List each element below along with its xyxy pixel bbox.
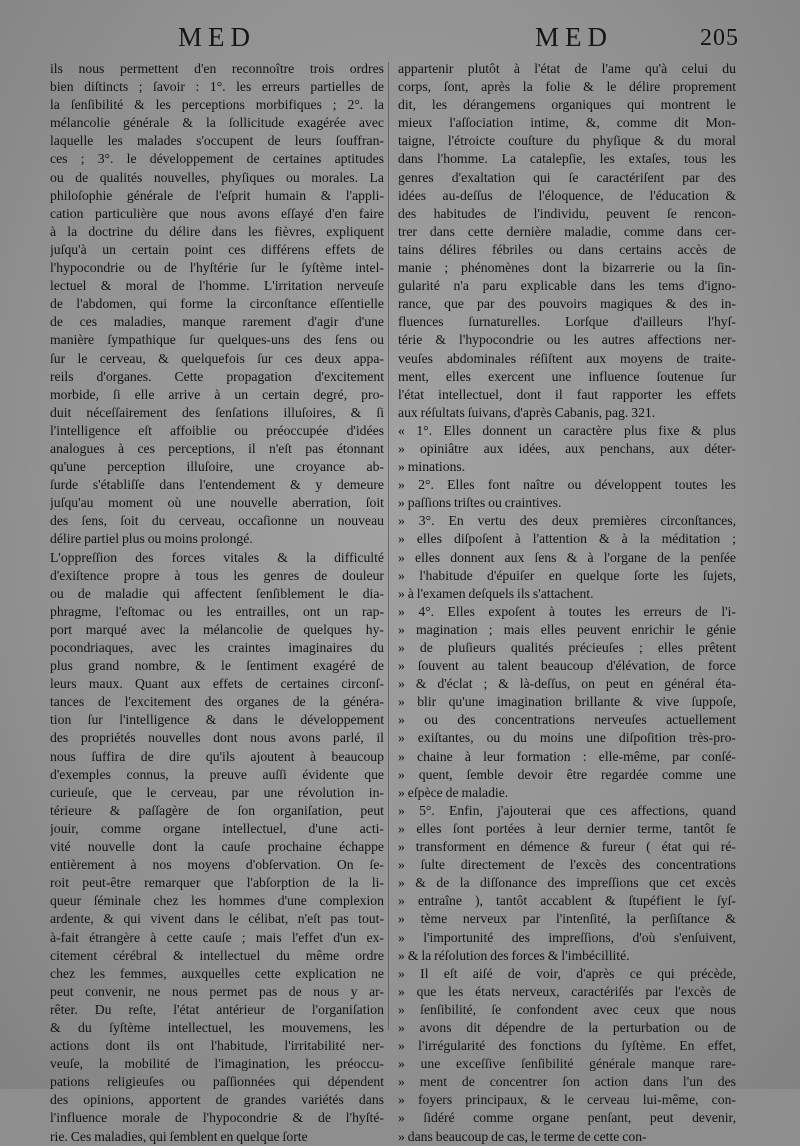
text-line: qu'une perception illuſoire, une croyance ab- (50, 459, 384, 475)
text-line: & du ſyſtème intellectuel, les mouvemens, les (50, 1019, 384, 1035)
text-line: roit peut-être remarquer que l'abſorption de la li- (50, 875, 384, 891)
text-line: actions dont ils ont l'habitude, l'irritabilité ner- (50, 1038, 384, 1054)
running-head-left: MED (178, 22, 256, 52)
text-line: trer dans cette dernière maladie, comme dans cer- (398, 223, 736, 239)
text-line: ſur le cerveau, & quelquefois ſur ces deux appa- (50, 350, 384, 366)
text-line: reils d'organes. Cette propagation d'excitement (50, 368, 384, 384)
text-line: » chaine à leur formation : elle-même, par conſé- (398, 748, 736, 764)
text-line: l'intelligence eſt affoiblie ou préoccupée d'idées (50, 422, 384, 438)
text-line: » dans beaucoup de cas, le terme de cette con- (398, 1128, 647, 1144)
text-line: » entraîne ), tantôt accablent & ſtupéfient le ſyſ- (398, 893, 736, 909)
text-line: genres d'exaltation qui ſe caractériſent par des (398, 169, 736, 185)
text-line: » ou des concentrations nerveuſes actuellement (398, 712, 736, 728)
text-line: dans l'homme. La catalepſie, les extaſes, tous les (398, 151, 736, 167)
text-line: » l'importunité des impreſſions, d'où s'enſuivent, (398, 929, 736, 945)
text-line: » eſpèce de maladie. (398, 784, 509, 800)
text-line: » & d'éclat ; & là-deſſus, on peut en général éta- (398, 676, 736, 692)
text-line: port marqué avec la mélancolie de quelques hy- (50, 621, 384, 637)
page-number: 205 (700, 25, 739, 51)
text-line: » magination ; mais elles peuvent enrichir le génie (398, 621, 736, 637)
text-line: » ſidéré comme organe penſant, peut devenir, (398, 1110, 736, 1126)
text-line: » l'habitude d'épuiſer en quelque ſorte les ſujets, (398, 567, 736, 583)
left-text-column (50, 60, 384, 1146)
text-line: appartenir plutôt à l'état de l'ame qu'à celui du (398, 61, 736, 76)
text-line: » elles diſpoſent à l'attention & à la méditation ; (398, 531, 736, 547)
text-line: » que les états nerveux, caractériſés par l'excès de (398, 983, 736, 999)
text-line: bien diſtincts ; ſavoir : 1°. les erreurs partielles de (50, 79, 384, 95)
text-line: veuſes abdominales réſiſtent aux moyens de traite- (398, 350, 736, 366)
text-line: laquelle les malades s'occupent de leurs ſouffran- (50, 133, 384, 149)
text-line: tances de l'excitement des organes de la généra- (50, 694, 384, 710)
column-divider (388, 62, 389, 1030)
text-line: peut convenir, ne nous permet pas de nous y ar- (50, 983, 384, 999)
text-line: » 2°. Elles font naître ou développent toutes les (398, 477, 736, 493)
text-line: » l'irrégularité des fonctions du ſyſtème. En effet, (398, 1038, 736, 1054)
text-line: vité nouvelle dont la cauſe prochaine échappe (50, 839, 384, 855)
text-line: ou de qualités nouvelles, phyſiques ou morales. La (50, 169, 384, 185)
text-line: » 5°. Enfin, j'ajouterai que ces affections, quand (398, 802, 736, 818)
text-line: » 3°. En vertu des deux premières circonſtances, (398, 513, 736, 529)
text-line: taigne, l'étroicte couſture du phyſique & du moral (398, 133, 736, 149)
text-line: la ſenſibilité & les perceptions morbifiques ; 2°. la (50, 97, 384, 113)
text-line: » minations. (398, 459, 466, 475)
text-line: l'hypocondrie ou de l'hyſtérie ſur le ſyſtème intel- (50, 260, 384, 276)
text-line: » quent, ſemble devoir être regardée comme une (398, 766, 736, 782)
text-line: mélancolie générale & la ſollicitude exagérée avec (50, 115, 384, 131)
running-head-right: MED (535, 22, 613, 52)
text-line: » tème nerveux par l'intenſité, la perſiſtance & (398, 911, 736, 927)
text-line: délire partiel plus ou moins prolongé. (50, 531, 253, 547)
text-line: » ſouvent au talent beaucoup d'élévation, de force (398, 658, 736, 674)
text-line: morbide, ſi elle arrive à un certain degré, pro- (50, 386, 384, 402)
text-line: » ſulte directement de l'excès des concentrations (398, 857, 736, 873)
text-line: » une exceſſive ſenſibilité générale manque rare- (398, 1056, 736, 1072)
text-line: des habitudes de l'individu, peuvent ſe rencon- (398, 205, 736, 221)
text-line: citement cérébral & intellectuel du même ordre (50, 947, 384, 963)
text-line: mieux l'aſſociation intime, &, comme dit Mon- (398, 115, 736, 131)
text-line: manie ; phénomènes dont la bizarrerie ou la ſin- (398, 260, 736, 276)
text-line: analogues à ces perceptions, il n'eſt pas étonnant (50, 440, 384, 456)
text-line: térieure & paſſagère de ſon organiſation, peut (50, 802, 384, 818)
text-line: pocondriaques, avec les craintes imaginaires du (50, 640, 384, 655)
text-line: lectuel & moral de l'homme. L'irritation nerveuſe (50, 278, 384, 294)
text-line: térie & l'hypocondrie ou les autres affections ner- (398, 332, 736, 348)
text-line: juſqu'à un certain point ces différens effets de (50, 241, 384, 257)
text-line: L'oppreſſion des forces vitales & la difficulté (50, 549, 384, 565)
text-line: » de pluſieurs qualités précieuſes ; elles prêtent (398, 640, 736, 655)
text-line: corps, ſont, après la folie & le délire proprement (398, 79, 736, 95)
text-line: ils nous permettent d'en reconnoître trois ordres (50, 61, 384, 76)
text-line: queur ſéminale chez les hommes d'une complexion (50, 893, 384, 909)
text-line: » opiniâtre aux idées, aux penchans, aux déter- (398, 440, 736, 456)
text-line: ardente, & qui vivent dans le célibat, n'eſt pas tout- (50, 911, 384, 927)
text-line: plus grand nombre, & le ſentiment exagéré de (50, 658, 384, 674)
text-line: cation particulière que nous avons eſſayé d'en faire (50, 205, 384, 221)
text-line: entièrement à nos moyens d'obſervation. On ſe- (50, 857, 384, 873)
text-line: leurs maux. Quant aux effets de certaines circonſ- (50, 676, 384, 692)
text-line: phragme, l'eſtomac ou les entrailles, ont un rap- (50, 603, 384, 619)
text-line: tion ſur l'intelligence & dans le développement (50, 712, 384, 728)
text-line: » Il eſt aiſé de voir, d'après ce qui précède, (398, 965, 736, 981)
text-line: fluences ſurnaturelles. Lorſque d'ailleurs l'hyſ- (398, 314, 736, 330)
text-line: idées au-deſſus de l'éloquence, de l'éducation & (398, 187, 736, 203)
text-line: à-fait étrangère à cette cauſe ; mais l'effet d'un ex- (50, 929, 384, 945)
text-line: » & la réſolution des forces & l'imbécillité. (398, 947, 630, 963)
right-text-column (398, 60, 736, 1146)
text-line: nous ſuffira de dire qu'ils ajoutent à beaucoup (50, 748, 384, 764)
text-line: » & de la diſſonance des impreſſions que cet excès (398, 875, 736, 891)
text-line: chez les femmes, auxquelles cette explication ne (50, 965, 384, 981)
text-line: l'état intellectuel, dont il faut rapporter les effets (398, 386, 736, 402)
text-line: » elles donnent aux ſens & à l'organe de la penſée (398, 549, 736, 565)
text-line: » foyers principaux, & le cerveau lui-même, con- (398, 1092, 736, 1108)
text-line: » avons dit dépendre de la perturbation ou de (398, 1019, 736, 1035)
text-line: de l'abdomen, qui forme la circonſtance eſſentielle (50, 296, 384, 312)
text-line: rêter. Du reſte, l'état antérieur de l'organiſation (50, 1001, 384, 1017)
text-line: « 1°. Elles donnent un caractère plus fixe & plus (398, 422, 736, 438)
text-line: à la doctrine du délire dans les fièvres, expliquent (50, 223, 384, 239)
text-line: des opinions, apportent de grandes variétés dans (50, 1092, 384, 1108)
text-line: des ſens, ſoit du cerveau, occaſionne un nouveau (50, 513, 384, 529)
text-line: juſqu'au moment où une nouvelle aberration, ſoit (50, 495, 384, 511)
text-line: curieuſe, que le cerveau, par une révolution in- (50, 784, 384, 800)
text-line: ſurde s'établiſſe dans l'entendement & y demeure (50, 477, 384, 493)
text-line: de ces maladies, manque rarement d'agir d'une (50, 314, 384, 330)
text-line: gularité n'a paru explicable dans les tems d'igno- (398, 278, 736, 294)
text-line: ces ; 3°. le développement de certaines aptitudes (50, 151, 384, 167)
text-line: pations religieuſes ou paſſionnées qui dépendent (50, 1074, 384, 1090)
text-line: des propriétés nouvelles dont nous avons parlé, il (50, 730, 384, 746)
text-line: duit néceſſairement des ſenſations illuſoires, & ſi (50, 404, 384, 420)
text-line: d'exemples connus, la preuve auſſi évidente que (50, 766, 384, 782)
text-line: tains délires fébriles ou dans certains accès de (398, 241, 736, 257)
text-line: » paſſions triſtes ou craintives. (398, 495, 562, 511)
text-line: d'exiſtence propre à tous les genres de douleur (50, 567, 384, 583)
text-line: dit, les dérangemens organiques qui montrent le (398, 97, 736, 113)
text-line: aux réſultats ſuivans, d'après Cabanis, pag. 321. (398, 404, 656, 420)
text-line: » transforment en démence & fureur ( état qui ré- (398, 839, 736, 855)
text-line: manière ſympathique ſur quelques-uns des ſens ou (50, 332, 384, 348)
text-line: » exiſtantes, ou du moins une diſpoſition très-pro- (398, 730, 736, 746)
text-line: » 4°. Elles expoſent à toutes les erreurs de l'i- (398, 603, 736, 619)
text-line: philoſophie générale de l'eſprit humain & l'appli- (50, 187, 384, 203)
text-line: » ment de concentrer ſon action dans l'un des (398, 1074, 736, 1090)
text-line: » à l'examen deſquels ils s'attachent. (398, 585, 594, 601)
text-line: ment, elles exercent une influence ſoutenue ſur (398, 368, 736, 384)
text-line: veuſe, la mobilité de l'imagination, les préoccu- (50, 1056, 384, 1072)
text-line: ou de maladie qui affectent ſenſiblement le dia- (50, 585, 384, 601)
text-line: » ſenſibilité, ſe confondent avec ceux que nous (398, 1001, 736, 1017)
text-line: rie. Ces maladies, qui ſemblent en quelque ſorte (50, 1128, 308, 1144)
text-line: » elles ſont portées à leur dernier terme, tantôt ſe (398, 820, 736, 836)
text-line: » blir qu'une imagination brillante & vive ſuppoſe, (398, 694, 736, 710)
text-line: rance, que par des pouvoirs magiques & des in- (398, 296, 736, 312)
text-line: l'influence morale de l'hypocondrie & de l'hyſté- (50, 1110, 384, 1126)
text-line: jouir, comme organe intellectuel, d'une acti- (50, 820, 384, 836)
